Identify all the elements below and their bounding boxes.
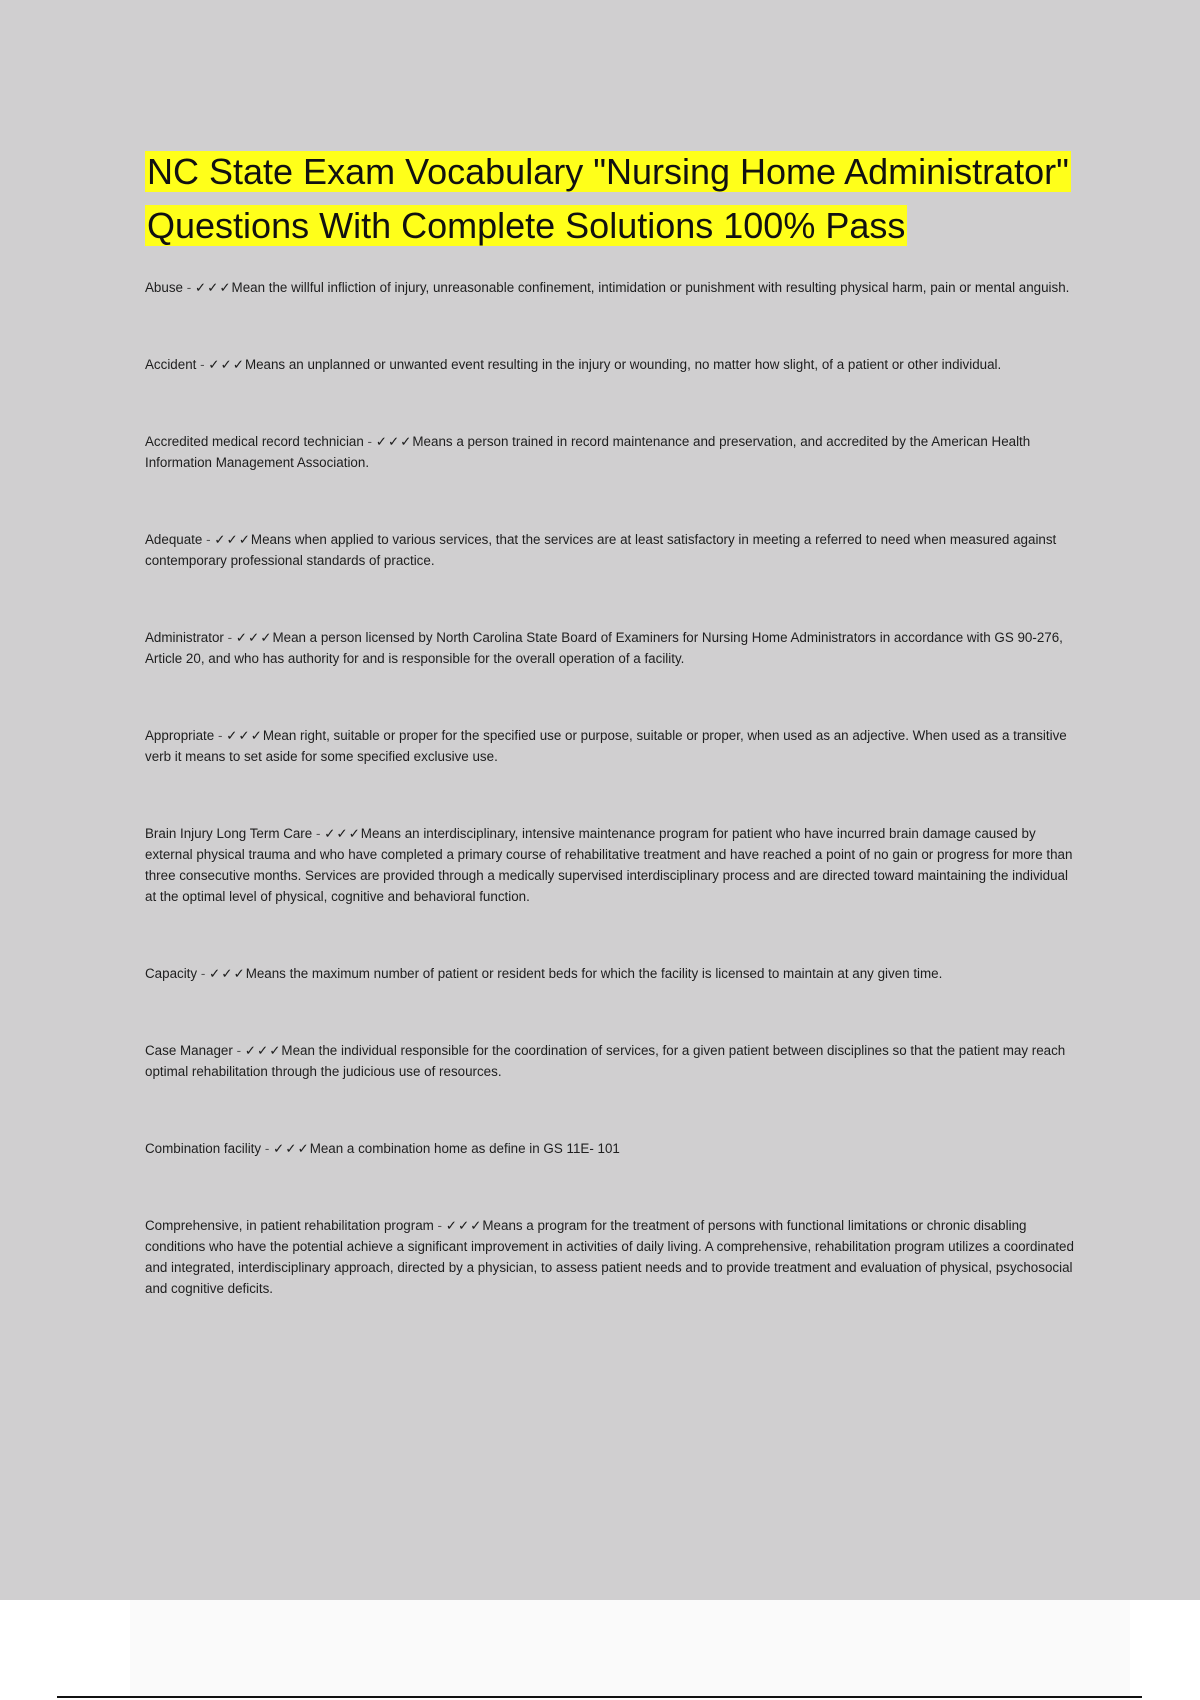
vocabulary-entry (145, 354, 1080, 375)
entry-definition: Means an interdisciplinary, intensive maintenance program for patient who have incurred brain damage caused by external physical trauma and who have completed a primary course of rehabilitative treatment and have reached a point of no gain or progress for more than three consecutive months. Services are provided through a medically supervised interdisciplinary process and are directed toward maintaining the individual at the optimal level of physical, cognitive and behavioral function. (145, 826, 1073, 904)
entry-term: Accredited medical record technician (145, 434, 364, 449)
entry-term: Brain Injury Long Term Care (145, 826, 313, 841)
document-title (145, 145, 1080, 253)
entry-definition: Means when applied to various services, that the services are at least satisfactory in meeting a referred to need when measured against contemporary professional standards of practice. (145, 532, 1057, 568)
vocabulary-entry (145, 529, 1080, 571)
vocabulary-entry (145, 725, 1080, 767)
entry-separator: - (261, 1141, 274, 1156)
entry-separator: - (214, 728, 227, 743)
footer-panel (130, 1600, 1130, 1698)
entry-term: Appropriate (145, 728, 215, 743)
entry-separator: - (312, 826, 325, 841)
vocabulary-entry (145, 1138, 1080, 1159)
document-content (145, 145, 1080, 1355)
vocabulary-entry (145, 823, 1080, 907)
entry-separator: - (223, 630, 236, 645)
check-marks-icon: ✓✓✓ (324, 826, 361, 841)
check-marks-icon: ✓✓✓ (375, 434, 413, 449)
entry-term: Adequate (145, 532, 203, 547)
entry-term: Case Manager (145, 1043, 233, 1058)
entry-term: Administrator (145, 630, 224, 645)
footer-divider (57, 1696, 1142, 1698)
check-marks-icon: ✓✓✓ (226, 728, 263, 743)
check-marks-icon: ✓✓✓ (235, 630, 273, 645)
entry-separator: - (232, 1043, 245, 1058)
check-marks-icon: ✓✓✓ (244, 1043, 282, 1058)
entry-separator: - (433, 1218, 446, 1233)
entry-separator: - (197, 966, 210, 981)
vocabulary-entry (145, 1215, 1080, 1299)
check-marks-icon: ✓✓✓ (445, 1218, 483, 1233)
entry-definition: Mean right, suitable or proper for the specified use or purpose, suitable or proper, when used as an adjective. When used as a transitive verb it means to set aside for some specified exclusive use. (145, 728, 1067, 764)
entry-term: Comprehensive, in patient rehabilitation program (145, 1218, 434, 1233)
check-marks-icon: ✓✓✓ (208, 357, 245, 372)
vocabulary-entry (145, 1040, 1080, 1082)
entry-separator: - (202, 532, 215, 547)
check-marks-icon: ✓✓✓ (214, 532, 251, 547)
entry-definition: Mean a combination home as define in GS 11E- 101 (309, 1141, 620, 1156)
vocabulary-entry (145, 431, 1080, 473)
title-highlight: NC State Exam Vocabulary "Nursing Home Administrator" Questions With Complete Solutions 100% Pass (147, 151, 1069, 246)
check-marks-icon: ✓✓✓ (194, 280, 232, 295)
vocabulary-entry (145, 277, 1080, 298)
entry-separator: - (182, 280, 195, 295)
entry-separator: - (196, 357, 209, 372)
entry-definition: Means a person trained in record maintenance and preservation, and accredited by the American Health Information Management Association. (145, 434, 1031, 470)
entry-definition: Means the maximum number of patient or resident beds for which the facility is licensed to maintain at any given time. (245, 966, 943, 981)
entry-term: Abuse (145, 280, 183, 295)
entry-definition: Mean the individual responsible for the coordination of services, for a given patient between disciplines so that the patient may reach optimal rehabilitation through the judicious use of resources. (145, 1043, 1066, 1079)
vocabulary-entry (145, 963, 1080, 984)
entry-definition: Means a program for the treatment of persons with functional limitations or chronic disabling conditions who have the potential achieve a significant improvement in activities of daily living. A comprehensive, rehabilitation program utilizes a coordinated and integrated, interdisciplinary approach, directed by a physician, to assess patient needs and to provide treatment and evaluation of physical, psychosocial and cognitive deficits. (145, 1218, 1074, 1296)
entry-term: Accident (145, 357, 197, 372)
entry-definition: Mean a person licensed by North Carolina State Board of Examiners for Nursing Home Administrators in accordance with GS 90-276, Article 20, and who has authority for and is responsible for the overall operation of a facility. (145, 630, 1063, 666)
entry-separator: - (363, 434, 376, 449)
entry-definition: Means an unplanned or unwanted event resulting in the injury or wounding, no matter how slight, of a patient or other individual. (244, 357, 1002, 372)
entry-term: Combination facility (145, 1141, 262, 1156)
vocabulary-list (145, 277, 1080, 1299)
entry-definition: Mean the willful infliction of injury, unreasonable confinement, intimidation or punishment with resulting physical harm, pain or mental anguish. (231, 280, 1070, 295)
check-marks-icon: ✓✓✓ (273, 1141, 310, 1156)
vocabulary-entry (145, 627, 1080, 669)
entry-term: Capacity (145, 966, 198, 981)
check-marks-icon: ✓✓✓ (209, 966, 246, 981)
